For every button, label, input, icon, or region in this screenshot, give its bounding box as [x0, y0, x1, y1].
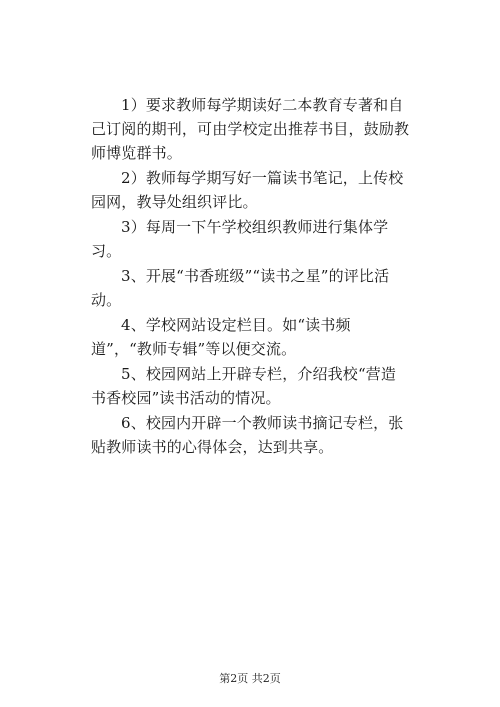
paragraph-2: 2）教师每学期写好一篇读书笔记，上传校园网，教导处组织评比。: [91, 169, 404, 211]
paragraph-7: 6、校园内开辟一个教师读书摘记专栏，张贴教师读书的心得体会，达到共享。: [91, 414, 404, 456]
paragraph-5: 4、学校网站设定栏目。如“读书频道”，“教师专辑”等以便交流。: [91, 316, 351, 358]
paragraph-3: 3）每周一下午学校组织教师进行集体学习。: [91, 218, 389, 260]
paragraph-6: 5、校园网站上开辟专栏，介绍我校“营造书香校园”读书活动的情况。: [91, 365, 397, 407]
page-number-footer: 第2页 共2页: [219, 672, 281, 685]
paragraph-4: 3、开展“书香班级”“读书之星”的评比活动。: [91, 267, 390, 309]
document-body: [91, 93, 411, 460]
paragraph-1: 1）要求教师每学期读好二本教育专著和自己订阅的期刊，可由学校定出推荐书目，鼓励教师博览群书。: [91, 96, 410, 162]
